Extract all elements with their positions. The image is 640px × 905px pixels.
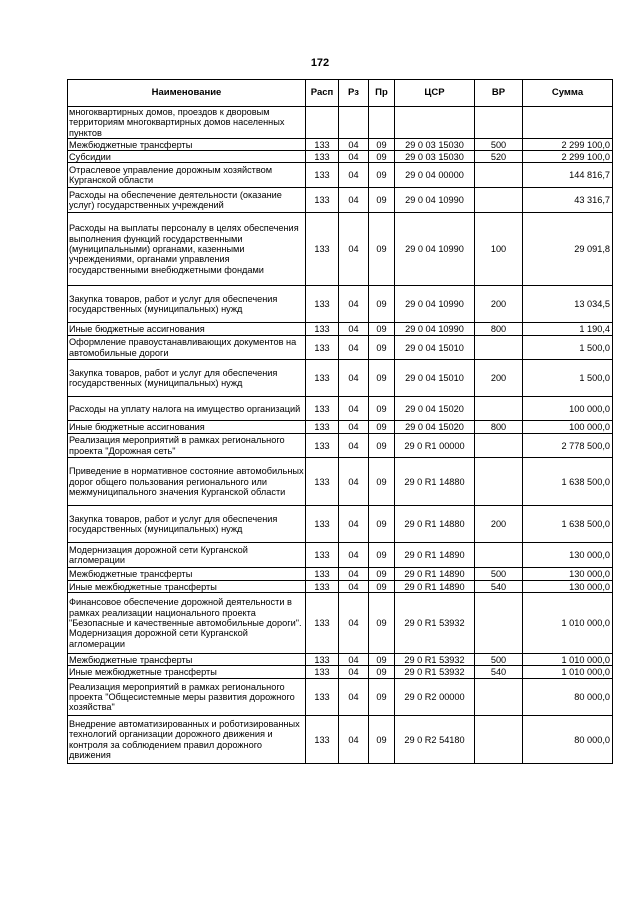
- table-row: [68, 458, 613, 506]
- cell-rz: [339, 107, 369, 139]
- cell-name: Иные межбюджетные трансферты: [68, 666, 306, 679]
- cell-name: Оформление правоустанавливающих документов на автомобильные дороги: [68, 336, 306, 360]
- cell-vr: 500: [475, 568, 523, 581]
- table-row: [68, 593, 613, 654]
- cell-rz: 04: [339, 323, 369, 336]
- header-sum: Сумма: [523, 80, 613, 107]
- cell-csr: 29 0 R1 14880: [395, 458, 475, 506]
- cell-sum: 130 000,0: [523, 581, 613, 593]
- cell-pr: 09: [369, 506, 395, 543]
- cell-sum: 1 638 500,0: [523, 458, 613, 506]
- table-row: [68, 336, 613, 360]
- table-row: [68, 716, 613, 764]
- cell-rasp: 133: [306, 593, 339, 654]
- table-row: [68, 654, 613, 666]
- table-row: [68, 679, 613, 716]
- cell-pr: 09: [369, 151, 395, 163]
- cell-sum: 80 000,0: [523, 716, 613, 764]
- cell-sum: 130 000,0: [523, 543, 613, 568]
- cell-sum: 100 000,0: [523, 397, 613, 421]
- table-row: [68, 568, 613, 581]
- table-row: [68, 151, 613, 163]
- cell-name: Модернизация дорожной сети Курганской агломерации: [68, 543, 306, 568]
- header-rasp: Расп: [306, 80, 339, 107]
- cell-rz: 04: [339, 139, 369, 151]
- cell-rz: 04: [339, 336, 369, 360]
- cell-sum: 2 299 100,0: [523, 151, 613, 163]
- cell-rz: 04: [339, 397, 369, 421]
- cell-vr: 200: [475, 286, 523, 323]
- cell-sum: 100 000,0: [523, 421, 613, 434]
- cell-sum: 13 034,5: [523, 286, 613, 323]
- cell-vr: 500: [475, 139, 523, 151]
- cell-rasp: 133: [306, 286, 339, 323]
- table-row: [68, 188, 613, 213]
- cell-sum: 144 816,7: [523, 163, 613, 188]
- cell-rasp: 133: [306, 679, 339, 716]
- cell-sum: 1 500,0: [523, 360, 613, 397]
- cell-vr: [475, 679, 523, 716]
- cell-vr: [475, 543, 523, 568]
- cell-name: Отраслевое управление дорожным хозяйством Курганской области: [68, 163, 306, 188]
- cell-csr: 29 0 R1 53932: [395, 593, 475, 654]
- cell-sum: [523, 107, 613, 139]
- cell-rasp: 133: [306, 666, 339, 679]
- cell-csr: 29 0 R1 53932: [395, 666, 475, 679]
- cell-rasp: 133: [306, 654, 339, 666]
- cell-name: Иные межбюджетные трансферты: [68, 581, 306, 593]
- cell-vr: [475, 163, 523, 188]
- cell-pr: 09: [369, 360, 395, 397]
- cell-csr: 29 0 04 10990: [395, 213, 475, 286]
- cell-name: Расходы на выплаты персоналу в целях обеспечения выполнения функций государственными (муниципальными) органами, казенными учреждениями, органами управления государственными внебюджетными фондами: [68, 213, 306, 286]
- cell-rasp: 133: [306, 151, 339, 163]
- cell-rasp: 133: [306, 421, 339, 434]
- cell-rasp: 133: [306, 139, 339, 151]
- table-row: [68, 323, 613, 336]
- cell-sum: 1 190,4: [523, 323, 613, 336]
- cell-rasp: 133: [306, 716, 339, 764]
- cell-pr: 09: [369, 323, 395, 336]
- cell-rasp: 133: [306, 397, 339, 421]
- cell-vr: 520: [475, 151, 523, 163]
- table-row: [68, 360, 613, 397]
- cell-pr: 09: [369, 458, 395, 506]
- cell-vr: [475, 188, 523, 213]
- cell-pr: 09: [369, 163, 395, 188]
- cell-csr: [395, 107, 475, 139]
- cell-sum: 130 000,0: [523, 568, 613, 581]
- cell-name: Закупка товаров, работ и услуг для обеспечения государственных (муниципальных) нужд: [68, 360, 306, 397]
- cell-name: Реализация мероприятий в рамках регионального проекта "Дорожная сеть": [68, 434, 306, 458]
- cell-pr: 09: [369, 397, 395, 421]
- cell-rasp: [306, 107, 339, 139]
- cell-name: Внедрение автоматизированных и роботизированных технологий организации дорожного движения и контроля за соблюдением правил дорожного движения: [68, 716, 306, 764]
- table-row: [68, 397, 613, 421]
- cell-vr: [475, 107, 523, 139]
- cell-rz: 04: [339, 434, 369, 458]
- cell-csr: 29 0 04 10990: [395, 188, 475, 213]
- cell-vr: [475, 434, 523, 458]
- cell-csr: 29 0 04 15020: [395, 421, 475, 434]
- cell-pr: 09: [369, 654, 395, 666]
- header-rz: Рз: [339, 80, 369, 107]
- cell-name: Иные бюджетные ассигнования: [68, 323, 306, 336]
- cell-pr: 09: [369, 666, 395, 679]
- cell-name: Закупка товаров, работ и услуг для обеспечения государственных (муниципальных) нужд: [68, 286, 306, 323]
- cell-csr: 29 0 04 10990: [395, 323, 475, 336]
- cell-vr: [475, 593, 523, 654]
- cell-csr: 29 0 04 10990: [395, 286, 475, 323]
- cell-pr: [369, 107, 395, 139]
- cell-rasp: 133: [306, 543, 339, 568]
- cell-rasp: 133: [306, 360, 339, 397]
- cell-rz: 04: [339, 581, 369, 593]
- cell-rasp: 133: [306, 336, 339, 360]
- cell-vr: 100: [475, 213, 523, 286]
- table-row: [68, 666, 613, 679]
- cell-vr: 540: [475, 666, 523, 679]
- cell-rasp: 133: [306, 568, 339, 581]
- cell-sum: 1 010 000,0: [523, 666, 613, 679]
- cell-pr: 09: [369, 188, 395, 213]
- cell-csr: 29 0 R2 54180: [395, 716, 475, 764]
- cell-vr: 200: [475, 360, 523, 397]
- cell-rz: 04: [339, 593, 369, 654]
- cell-vr: [475, 458, 523, 506]
- cell-pr: 09: [369, 434, 395, 458]
- cell-csr: 29 0 R1 53932: [395, 654, 475, 666]
- table-row: [68, 213, 613, 286]
- cell-pr: 09: [369, 139, 395, 151]
- cell-sum: 1 010 000,0: [523, 593, 613, 654]
- header-vr: ВР: [475, 80, 523, 107]
- cell-name: Закупка товаров, работ и услуг для обеспечения государственных (муниципальных) нужд: [68, 506, 306, 543]
- cell-rz: 04: [339, 654, 369, 666]
- cell-vr: [475, 716, 523, 764]
- cell-name: Финансовое обеспечение дорожной деятельности в рамках реализации национального проекта "Безопасные и качественные автомобильные дороги". Модернизация дорожной сети Курганской агломерации: [68, 593, 306, 654]
- table-header-row: [68, 80, 613, 107]
- cell-name: Иные бюджетные ассигнования: [68, 421, 306, 434]
- cell-csr: 29 0 04 15010: [395, 360, 475, 397]
- cell-pr: 09: [369, 593, 395, 654]
- cell-vr: 540: [475, 581, 523, 593]
- cell-rz: 04: [339, 568, 369, 581]
- table-row: [68, 581, 613, 593]
- cell-name: Приведение в нормативное состояние автомобильных дорог общего пользования регионального или межмуниципального значения Курганской области: [68, 458, 306, 506]
- cell-sum: 1 010 000,0: [523, 654, 613, 666]
- cell-rasp: 133: [306, 581, 339, 593]
- cell-sum: 1 638 500,0: [523, 506, 613, 543]
- header-pr: Пр: [369, 80, 395, 107]
- cell-name: Расходы на уплату налога на имущество организаций: [68, 397, 306, 421]
- cell-csr: 29 0 R1 14890: [395, 581, 475, 593]
- budget-table: [67, 79, 613, 764]
- cell-pr: 09: [369, 543, 395, 568]
- table-row: [68, 434, 613, 458]
- cell-pr: 09: [369, 581, 395, 593]
- table-row: [68, 506, 613, 543]
- cell-csr: 29 0 R2 00000: [395, 679, 475, 716]
- cell-pr: 09: [369, 286, 395, 323]
- cell-vr: [475, 397, 523, 421]
- cell-rz: 04: [339, 163, 369, 188]
- cell-pr: 09: [369, 679, 395, 716]
- table-row: [68, 543, 613, 568]
- cell-rz: 04: [339, 151, 369, 163]
- cell-pr: 09: [369, 213, 395, 286]
- cell-rz: 04: [339, 286, 369, 323]
- cell-rz: 04: [339, 188, 369, 213]
- header-name: Наименование: [68, 80, 306, 107]
- cell-name: Субсидии: [68, 151, 306, 163]
- cell-rasp: 133: [306, 458, 339, 506]
- cell-csr: 29 0 04 00000: [395, 163, 475, 188]
- cell-sum: 2 299 100,0: [523, 139, 613, 151]
- table-row: [68, 421, 613, 434]
- table-body: [68, 107, 613, 764]
- cell-name: многоквартирных домов, проездов к дворовым территориям многоквартирных домов населенных пунктов: [68, 107, 306, 139]
- cell-sum: 43 316,7: [523, 188, 613, 213]
- cell-vr: 500: [475, 654, 523, 666]
- cell-rz: 04: [339, 666, 369, 679]
- cell-csr: 29 0 R1 14890: [395, 568, 475, 581]
- cell-csr: 29 0 03 15030: [395, 151, 475, 163]
- cell-pr: 09: [369, 568, 395, 581]
- cell-vr: 800: [475, 323, 523, 336]
- cell-name: Межбюджетные трансферты: [68, 568, 306, 581]
- cell-rasp: 133: [306, 213, 339, 286]
- cell-pr: 09: [369, 716, 395, 764]
- cell-name: Расходы на обеспечение деятельности (оказание услуг) государственных учреждений: [68, 188, 306, 213]
- cell-name: Межбюджетные трансферты: [68, 654, 306, 666]
- cell-vr: 200: [475, 506, 523, 543]
- cell-sum: 2 778 500,0: [523, 434, 613, 458]
- table-row: [68, 139, 613, 151]
- cell-csr: 29 0 R1 00000: [395, 434, 475, 458]
- cell-rz: 04: [339, 421, 369, 434]
- cell-rz: 04: [339, 506, 369, 543]
- cell-rz: 04: [339, 213, 369, 286]
- cell-csr: 29 0 R1 14880: [395, 506, 475, 543]
- cell-csr: 29 0 04 15020: [395, 397, 475, 421]
- cell-rz: 04: [339, 716, 369, 764]
- cell-csr: 29 0 R1 14890: [395, 543, 475, 568]
- header-csr: ЦСР: [395, 80, 475, 107]
- cell-rz: 04: [339, 458, 369, 506]
- cell-rasp: 133: [306, 188, 339, 213]
- cell-rz: 04: [339, 360, 369, 397]
- cell-sum: 29 091,8: [523, 213, 613, 286]
- cell-csr: 29 0 04 15010: [395, 336, 475, 360]
- cell-name: Реализация мероприятий в рамках регионального проекта "Общесистемные меры развития дорожного хозяйства": [68, 679, 306, 716]
- table-row: [68, 107, 613, 139]
- cell-csr: 29 0 03 15030: [395, 139, 475, 151]
- cell-sum: 1 500,0: [523, 336, 613, 360]
- table-row: [68, 163, 613, 188]
- page-number: 172: [310, 57, 330, 69]
- cell-sum: 80 000,0: [523, 679, 613, 716]
- cell-rz: 04: [339, 679, 369, 716]
- cell-rasp: 133: [306, 163, 339, 188]
- cell-rasp: 133: [306, 323, 339, 336]
- cell-pr: 09: [369, 421, 395, 434]
- cell-pr: 09: [369, 336, 395, 360]
- cell-vr: [475, 336, 523, 360]
- cell-rasp: 133: [306, 506, 339, 543]
- cell-rz: 04: [339, 543, 369, 568]
- cell-name: Межбюджетные трансферты: [68, 139, 306, 151]
- cell-vr: 800: [475, 421, 523, 434]
- cell-rasp: 133: [306, 434, 339, 458]
- table-row: [68, 286, 613, 323]
